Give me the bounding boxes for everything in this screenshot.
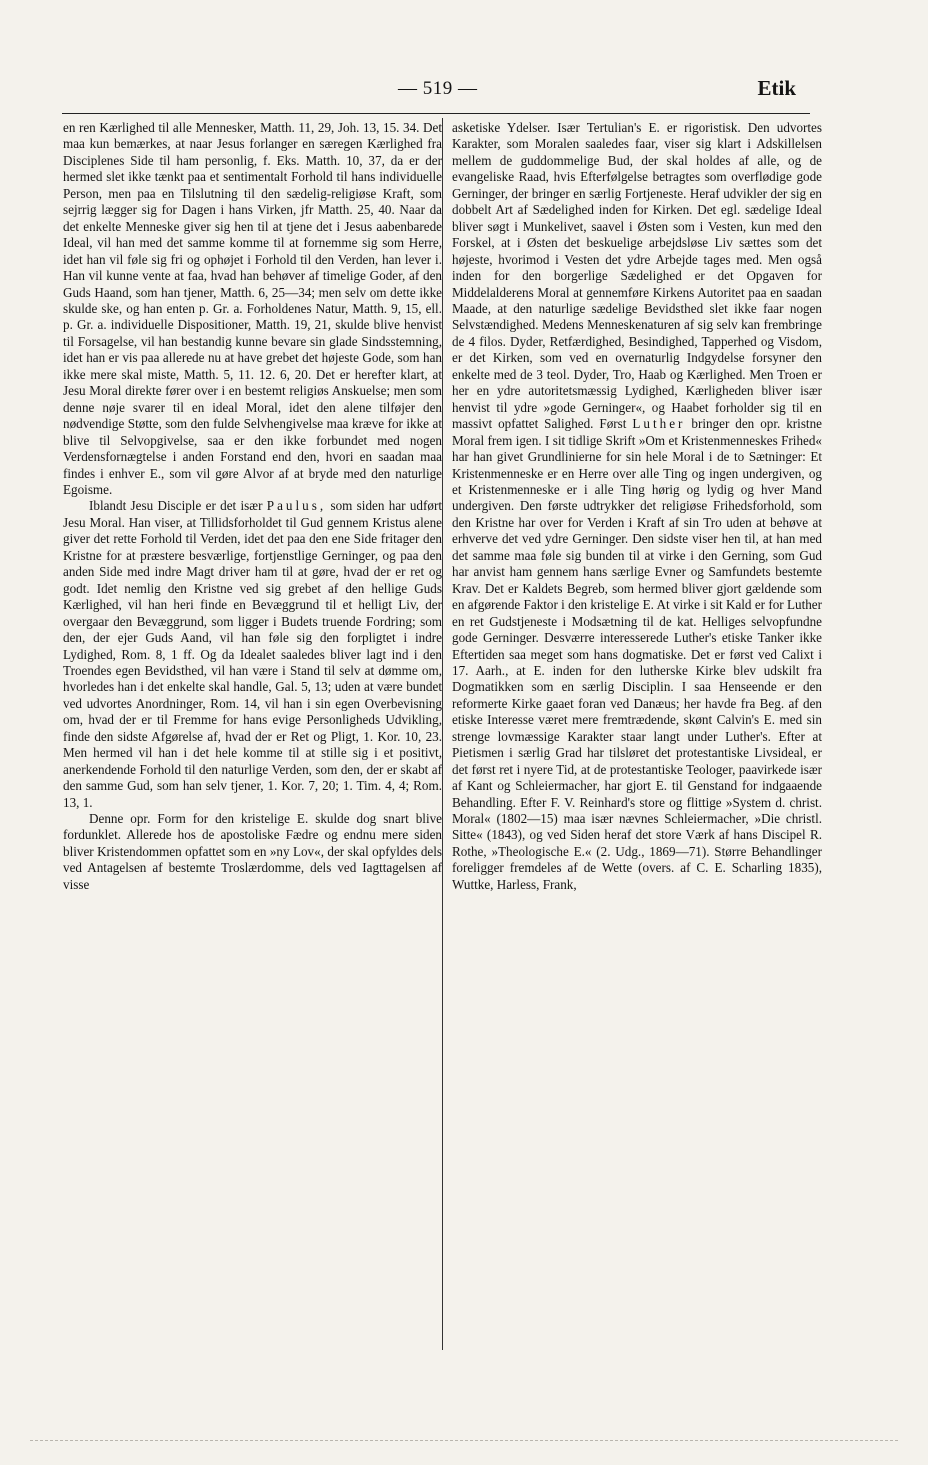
paragraph-text: som siden har udført Jesu Moral. Han viser, at Tillidsforholdet til Gud gennem Kristus alene giver det rette Forhold til Verden, idet det paa den ene Side fritager den Kristne for at præstere besværlige, fortjenstlige Gerninger, og paa den anden Side med indre Magt driver ham til at gøre, hvad der er ret og godt. Idet nemlig den Kristne ved sig grebet af den hellige Guds Kærlighed, vil han heri finde en Bevæggrund til et helligt Liv, der overgaar den Bevæggrund, som ligger i Budets truende Fordring; som den, der ejer Guds Aand, vil han føle sig den forpligtet i indre Lydighed, Rom. 8, 1 ff. Og da Idealet saaledes bliver lagt ind i den Troendes egen Bevidsthed, vil han være i Stand til selv at dømme om, hvorledes han i det enkelte skal handle, Gal. 5, 13; uden at være bundet ved udvortes Anordninger, Rom. 14, vil han i sin egen Overbevisning om, hvad der er til Fremme for hans evige Personligheds Udvikling, finde den sidste Afgørelse af, hvad der er Ret og Pligt, 1. Kor. 10, 23. Men hermed vil han i det hele komme til at stille sig i et positivt, anerkendende Forhold til den naturlige Verden, som den, der er skabt af den samme Gud, som han selv tjener, 1. Kor. 7, 20; 1. Tim. 4, 4; Rom. 13, 1. <box>63 498 442 810</box>
paragraph-text: Iblandt Jesu Disciple er det især <box>89 498 263 514</box>
page-bottom-edge <box>30 1440 898 1441</box>
running-head: Etik <box>757 76 796 100</box>
spaced-name: Luther <box>632 416 686 432</box>
page-number: — 519 — <box>398 78 478 99</box>
paragraph: en ren Kærlighed til alle Mennesker, Matth. 11, 29, Joh. 13, 15. 34. Det maa kun bemærkes, at naar Jesus forlanger en særegen Kærlighed fra Disciplenes Side til ham personlig, f. Eks. Matth. 10, 37, da er der hermed slet ikke tænkt paa et sentimentalt Forhold til hans individuelle Person, men paa en Tilslutning til den sædelig-religiøse Kraft, som sejrrig lægger sig for Dagen i hans Virken, jfr Matth. 25, 40. Naar da det enkelte Menneske giver sig hen til at tjene det i Jesus aabenbarede Ideal, vil han med det samme komme til at fornemme sig som Herre, idet han vil føle sig fri og ophøjet i Forhold til den Verden, han lever i. Han vil kunne vente at faa, hvad han behøver af timelige Goder, af den Guds Haand, som han tjener, Matth. 6, 25—34; men selv om dette ikke skulde ske, og han enten p. Gr. a. Forholdenes Natur, Matth. 9, 15, ell. p. Gr. a. individuelle Dispositioner, Matth. 19, 21, skulde blive henvist til Forsagelse, vil han bestandig kunne bevare sin glade Sindsstemning, idet han er vis paa allerede nu at have grebet det højeste Gode, som han ikke mere skal miste, Matth. 5, 11. 12. 6, 20. Det er herefter klart, at Jesu Moral direkte fører over i en bestemt religiøs Anskuelse; men som denne nøje svarer til en ideal Moral, idet den alene tilføjer den nødvendige Støtte, som den fulde Selvhengivelse maa kræve for ikke at blive til Selvopgivelse, saa er den ikke forbundet med nogen Verdensfornægtelse i anden Forstand end den, hvori en saadan maa findes i enhver E., som vil gøre Alvor af at bryde med den naturlige Egoisme. <box>63 120 442 497</box>
header-rule <box>62 113 810 114</box>
spaced-name: Paulus, <box>266 498 327 514</box>
paragraph <box>452 120 822 893</box>
right-column <box>452 120 822 893</box>
column-divider <box>442 118 443 1350</box>
paragraph-text: asketiske Ydelser. Især Tertulian's E. er rigoristisk. Den udvortes Karakter, som Moralen saaledes faar, viser sig klart i Adskillelsen mellem de guddommelige Bud, der skal holdes af alle, og de evangeliske Raad, hvis Efterfølgelse betragtes som overflødige gode Gerninger, der bringer en særlig Fortjeneste. Heraf udvikler der sig en dobbelt Art af Sædelighed inden for Kirken. Det egl. sædelige Ideal bliver søgt i Munkelivet, saavel i Østen som i Vesten, kun med den Forskel, at i Østen det beskuelige arbejdsløse Liv sættes som det højeste, hvorimod i Vesten det ydre Arbejde tages med. Men også inden for den borgerlige Sædelighed er det Opgaven for Middelalderens Moral at gennemføre Kirkens Autoritet paa en saadan Maade, at den naturlige sædelige Bevidsthed slet ikke faar nogen Selvstændighed. Medens Menneskenaturen af sig selv kan frembringe de 4 filos. Dyder, Retfærdighed, Besindighed, Tapperhed og Visdom, er det Kirken, som ved en overnaturlig Indgydelse forsyner den enkelte med de 3 teol. Dyder, Tro, Haab og Kærlighed. Men Troen er her en ydre autoritetsmæssig Lydighed, Kærligheden bliver især henvist til ydre »gode Gerninger«, og Haabet forholder sig til en massivt opfattet Salighed. Først <box>452 120 822 432</box>
left-column <box>63 120 442 893</box>
paragraph: Denne opr. Form for den kristelige E. skulde dog snart blive fordunklet. Allerede hos de apostoliske Fædre og endnu mere siden bliver Kristendommen opfattet som en »ny Lov«, der skal opfyldes dels ved Antagelsen af bestemte Troslærdomme, dels ved Iagttagelsen af visse <box>63 811 442 892</box>
page-header <box>0 74 928 108</box>
paragraph-text: bringer den opr. kristne Moral frem igen. I sit tidlige Skrift »Om et Kristenmenneskes Frihed« har han givet Grundlinierne for sin hele Moral i de to Sætninger: Et Kristenmenneske er en Herre over alle Ting og ingen undergiven, og et Kristenmenneske er i alle Ting hørig og lydig og hver Mand undergiven. Den første udtrykker det religiøse Frihedsforhold, som den Kristne har over for Verden i Kraft af sin Tro uden at behøve at erhverve det ved ydre Gerninger. Den sidste viser hen til, at han med det samme maa føle sig bunden til at virke i den Gerning, som Gud har anvist ham gennem hans særlige Evner og Samfundets bestemte Krav. Det er Kaldets Begreb, som hermed bliver gjort gældende som en afgørende Faktor i den kristelige E. At virke i sit Kald er for Luther en ret Gudstjeneste i Modsætning til de kat. Helliges selvopfundne gode Gerninger. Desværre interesserede Luther's etiske Tanker ikke Eftertiden saa meget som hans dogmatiske. Det er først ved Calixt i 17. Aarh., at E. inden for den lutherske Kirke blev udskilt fra Dogmatikken som en særlig Disciplin. I saa Henseende er den reformerte Kirke gaaet foran ved Danæus; her havde fra Beg. af den etiske Interesse været mere fremtrædende, skønt Calvin's E. med sin strenge lovmæssige Karakter staar langt under Luther's. Efter at Pietismen i særlig Grad har tilsløret det protestantiske Livsideal, er det først ret i nyere Tid, at de protestantiske Teologer, paavirkede især af Kant og Schleiermacher, har gjort E. til Genstand for indgaaende Behandling. Efter F. V. Reinhard's store og flittige »System d. christ. Moral« (1802—15) maa især nævnes Schleiermacher, »Die christl. Sitte« (1843), og ved Siden heraf det store Værk af hans Discipel R. Rothe, »Theologische E.« (2. Udg., 1869—71). Større Behandlinger foreligger fremdeles af de Wette (overs. af C. E. Scharling 1835), Wuttke, Harless, Frank, <box>452 416 822 892</box>
paragraph <box>63 498 442 811</box>
